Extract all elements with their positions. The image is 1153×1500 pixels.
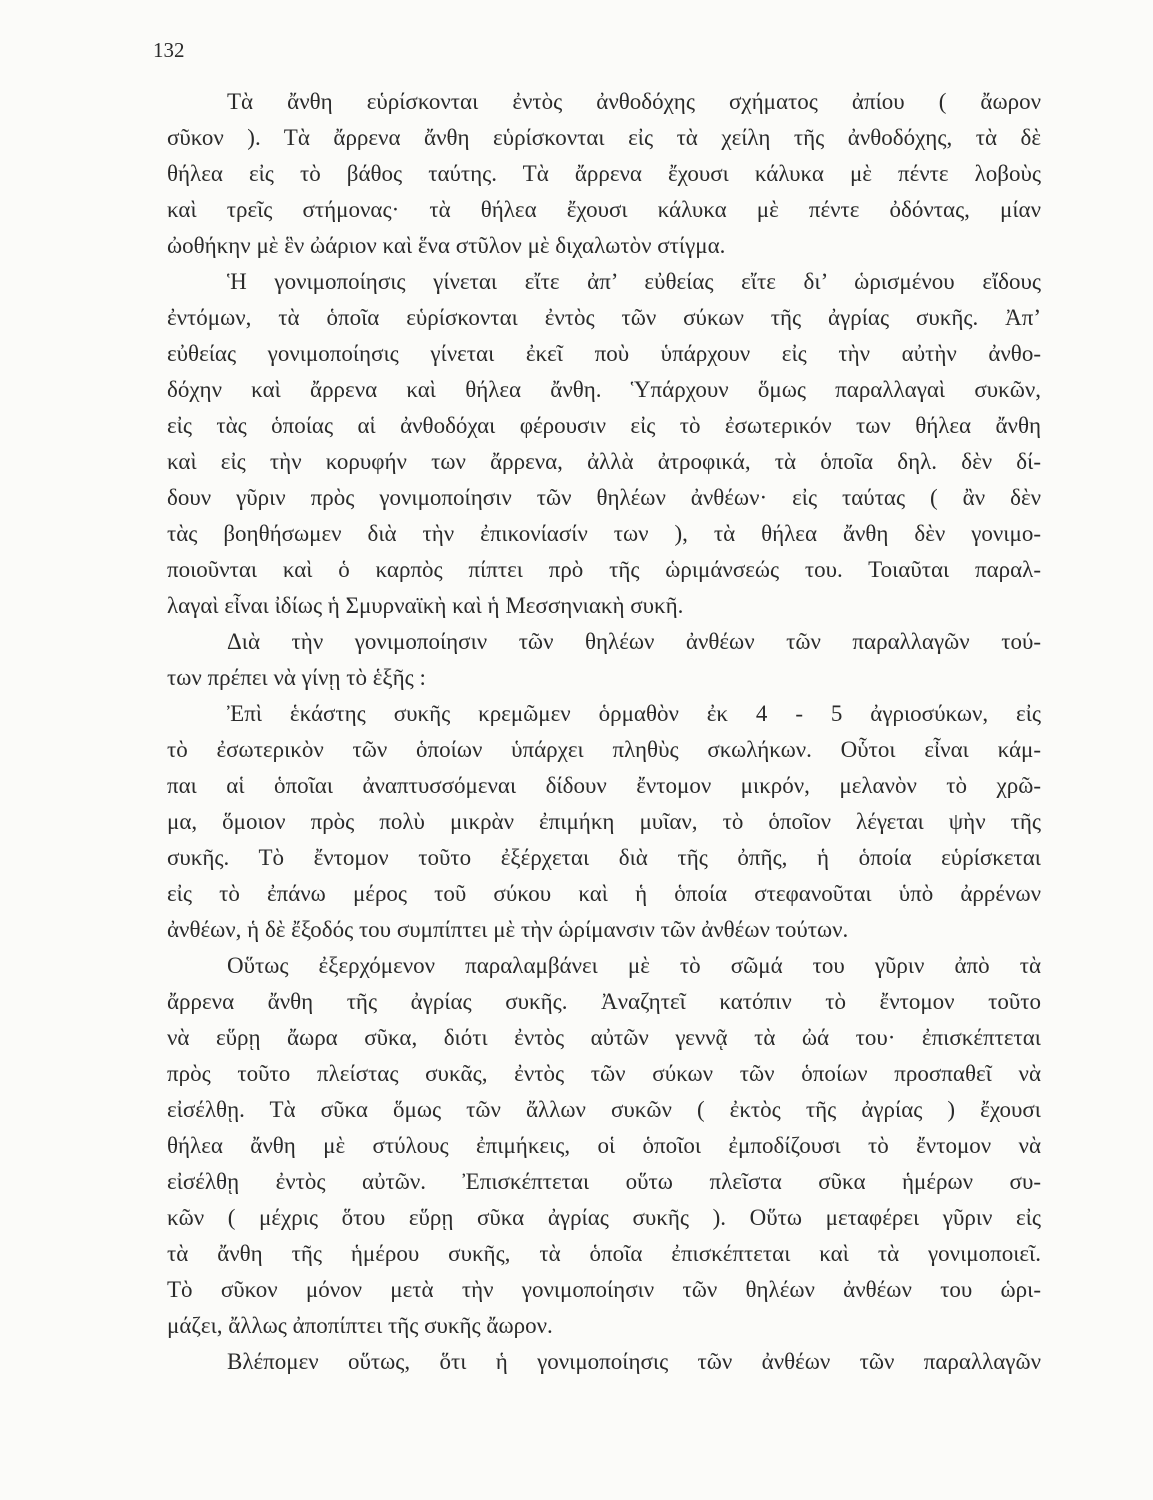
text-line: θήλεα ἄνθη μὲ στύλους ἐπιμήκεις, οἱ ὁποῖοι ἐμποδίζουσι τὸ ἔντομον νὰ <box>167 1133 1041 1158</box>
text-line: εἰσέλθῃ. Τὰ σῦκα ὅμως τῶν ἄλλων συκῶν ( ἐκτὸς τῆς ἀγρίας ) ἔχουσι <box>167 1097 1041 1122</box>
body-text <box>167 84 1041 1380</box>
text-line: θήλεα εἰς τὸ βάθος ταύτης. Τὰ ἄρρενα ἔχουσι κάλυκα μὲ πέντε λοβοὺς <box>167 161 1041 186</box>
text-line: ποιοῦνται καὶ ὁ καρπὸς πίπτει πρὸ τῆς ὡριμάνσεώς του. Τοιαῦται παραλ- <box>167 557 1041 582</box>
text-line: δουν γῦριν πρὸς γονιμοποίησιν τῶν θηλέων ἀνθέων· εἰς ταύτας ( ἂν δὲν <box>167 485 1041 510</box>
text-line: καὶ τρεῖς στήμονας· τὰ θήλεα ἔχουσι κάλυκα μὲ πέντε ὀδόντας, μίαν <box>167 197 1041 222</box>
text-line: τὸ ἐσωτερικὸν τῶν ὁποίων ὑπάρχει πληθὺς σκωλήκων. Οὗτοι εἶναι κάμ- <box>167 737 1041 762</box>
text-line: Τὸ σῦκον μόνον μετὰ τὴν γονιμοποίησιν τῶν θηλέων ἀνθέων του ὡρι- <box>167 1277 1041 1302</box>
text-line: Οὕτως ἐξερχόμενον παραλαμβάνει μὲ τὸ σῶμά του γῦριν ἀπὸ τὰ <box>227 953 1041 978</box>
text-line: νὰ εὕρῃ ἄωρα σῦκα, διότι ἐντὸς αὐτῶν γεννᾷ τὰ ὠά του· ἐπισκέπτεται <box>167 1025 1041 1050</box>
paragraph <box>167 624 1041 696</box>
text-line: Βλέπομεν οὕτως, ὅτι ἡ γονιμοποίησις τῶν ἀνθέων τῶν παραλλαγῶν <box>227 1349 1041 1374</box>
text-line: ὠοθήκην μὲ ἓν ὠάριον καὶ ἕνα στῦλον μὲ διχαλωτὸν στίγμα. <box>167 233 726 258</box>
text-line: Ἐπὶ ἑκάστης συκῆς κρεμῶμεν ὁρμαθὸν ἐκ 4 - 5 ἀγριοσύκων, εἰς <box>227 701 1041 726</box>
text-line: εὐθείας γονιμοποίησις γίνεται ἐκεῖ ποὺ ὑπάρχουν εἰς τὴν αὐτὴν ἀνθο- <box>167 341 1041 366</box>
paragraph <box>167 264 1041 624</box>
text-line: λαγαὶ εἶναι ἰδίως ἡ Σμυρναϊκὴ καὶ ἡ Μεσσηνιακὴ συκῆ. <box>167 593 684 618</box>
paragraph <box>167 84 1041 264</box>
text-line: Ἡ γονιμοποίησις γίνεται εἴτε ἀπ’ εὐθείας εἴτε δι’ ὡρισμένου εἴδους <box>227 269 1041 294</box>
text-line: σῦκον ). Τὰ ἄρρενα ἄνθη εὑρίσκονται εἰς τὰ χείλη τῆς ἀνθοδόχης, τὰ δὲ <box>167 125 1041 150</box>
text-line: τὰ ἄνθη τῆς ἡμέρου συκῆς, τὰ ὁποῖα ἐπισκέπτεται καὶ τὰ γονιμοποιεῖ. <box>167 1241 1041 1266</box>
text-line: μάζει, ἄλλως ἀποπίπτει τῆς συκῆς ἄωρον. <box>167 1313 553 1338</box>
text-line: καὶ εἰς τὴν κορυφήν των ἄρρενα, ἀλλὰ ἀτροφικά, τὰ ὁποῖα δηλ. δὲν δί- <box>167 449 1041 474</box>
page-number: 132 <box>153 38 185 62</box>
text-line: Διὰ τὴν γονιμοποίησιν τῶν θηλέων ἀνθέων τῶν παραλλαγῶν τού- <box>227 629 1041 654</box>
text-line: εἰσέλθῃ ἐντὸς αὐτῶν. Ἐπισκέπτεται οὕτω πλεῖστα σῦκα ἡμέρων συ- <box>167 1169 1041 1194</box>
text-line: ἄρρενα ἄνθη τῆς ἀγρίας συκῆς. Ἀναζητεῖ κατόπιν τὸ ἔντομον τοῦτο <box>167 989 1041 1014</box>
text-line: μα, ὅμοιον πρὸς πολὺ μικρὰν ἐπιμήκη μυῖαν, τὸ ὁποῖον λέγεται ψὴν τῆς <box>167 809 1041 834</box>
text-line: ἀνθέων, ἡ δὲ ἔξοδός του συμπίπτει μὲ τὴν ὡρίμανσιν τῶν ἀνθέων τούτων. <box>167 917 849 942</box>
text-line: τὰς βοηθήσωμεν διὰ τὴν ἐπικονίασίν των ), τὰ θήλεα ἄνθη δὲν γονιμο- <box>167 521 1041 546</box>
text-line: συκῆς. Τὸ ἔντομον τοῦτο ἐξέρχεται διὰ τῆς ὀπῆς, ἡ ὁποία εὑρίσκεται <box>167 845 1041 870</box>
text-line: εἰς τὰς ὁποίας αἱ ἀνθοδόχαι φέρουσιν εἰς τὸ ἐσωτερικόν των θήλεα ἄνθη <box>167 413 1041 438</box>
text-line: ἐντόμων, τὰ ὁποῖα εὑρίσκονται ἐντὸς τῶν σύκων τῆς ἀγρίας συκῆς. Ἀπ’ <box>167 305 1041 330</box>
text-line: εἰς τὸ ἐπάνω μέρος τοῦ σύκου καὶ ἡ ὁποία στεφανοῦται ὑπὸ ἀρρένων <box>167 881 1041 906</box>
text-line: κῶν ( μέχρις ὅτου εὕρῃ σῦκα ἀγρίας συκῆς ). Οὕτω μεταφέρει γῦριν εἰς <box>167 1205 1041 1230</box>
paragraph <box>167 1344 1041 1380</box>
paragraph <box>167 696 1041 948</box>
text-line: πρὸς τοῦτο πλείστας συκᾶς, ἐντὸς τῶν σύκων τῶν ὁποίων προσπαθεῖ νὰ <box>167 1061 1041 1086</box>
text-line: δόχην καὶ ἄρρενα καὶ θήλεα ἄνθη. Ὑπάρχουν ὅμως παραλλαγαὶ συκῶν, <box>167 377 1041 402</box>
text-line: παι αἱ ὁποῖαι ἀναπτυσσόμεναι δίδουν ἔντομον μικρόν, μελανὸν τὸ χρῶ- <box>167 773 1041 798</box>
paragraph <box>167 948 1041 1344</box>
text-line: των πρέπει νὰ γίνῃ τὸ ἑξῆς : <box>167 665 426 690</box>
text-line: Τὰ ἄνθη εὑρίσκονται ἐντὸς ἀνθοδόχης σχήματος ἀπίου ( ἄωρον <box>227 89 1041 114</box>
